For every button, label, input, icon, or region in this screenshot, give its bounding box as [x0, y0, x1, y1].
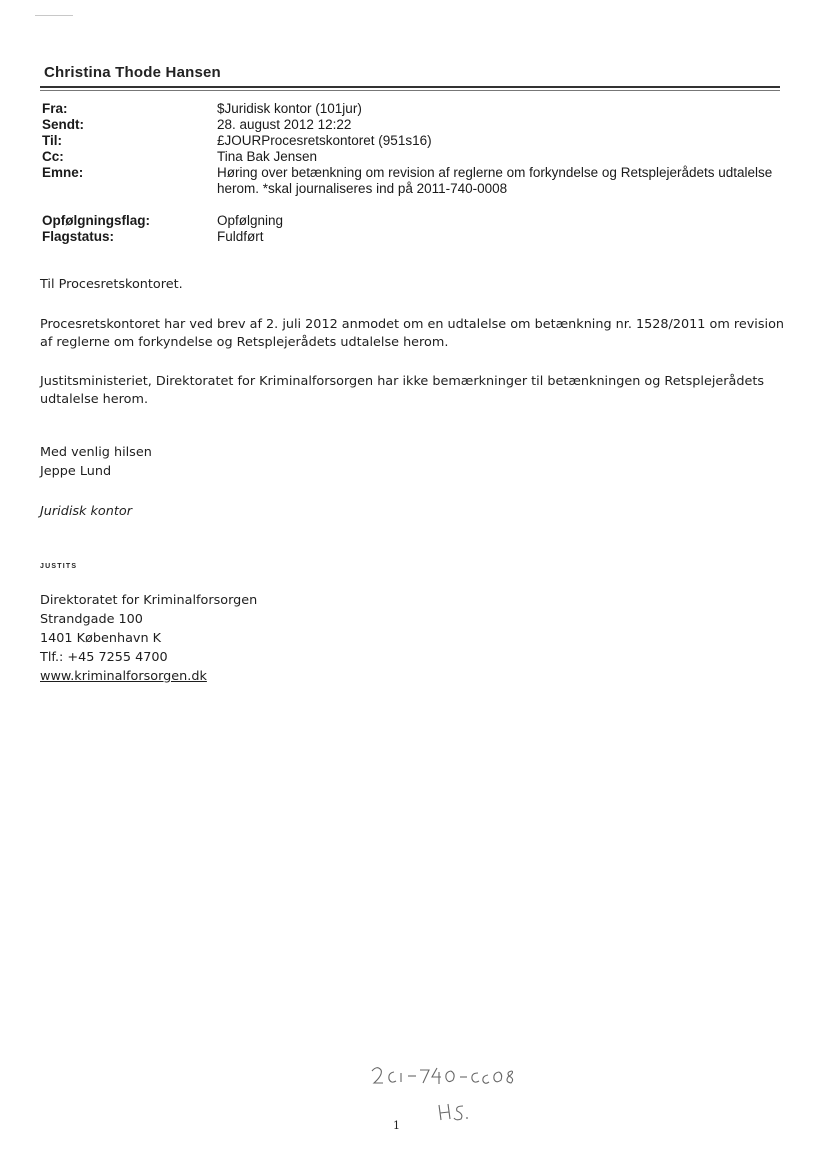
handwritten-case-number-svg: [368, 1063, 528, 1089]
closing: Med venlig hilsen: [40, 445, 152, 460]
cc-value: Tina Bak Jensen: [217, 149, 318, 164]
website-link-text[interactable]: www.kriminalforsorgen.dk: [40, 669, 207, 684]
signature-phone: Tlf.: +45 7255 4700: [40, 650, 168, 665]
header-row-subject: [42, 165, 777, 197]
signature-city: 1401 København K: [40, 631, 162, 646]
flag-status-value: Fuldført: [217, 229, 264, 244]
sent-label: Sendt:: [42, 117, 84, 132]
flag-row-status: [42, 229, 777, 245]
from-value: $Juridisk kontor (101jur): [217, 101, 362, 116]
flag-status-label: Flagstatus:: [42, 229, 115, 244]
email-flag-fields: [42, 213, 777, 245]
subject-label: Emne:: [42, 165, 84, 180]
flag-row-followup: [42, 213, 777, 229]
signature-organization: Direktoratet for Kriminalforsorgen: [40, 593, 258, 608]
followup-flag-value: Opfølgning: [217, 213, 284, 228]
page-number: 1: [393, 1119, 400, 1132]
sender-name: Christina Thode Hansen: [44, 64, 221, 81]
handwritten-initials: [436, 1101, 476, 1127]
to-label: Til:: [42, 133, 62, 148]
from-label: Fra:: [42, 101, 68, 116]
body-paragraph-1: [40, 316, 785, 352]
body-paragraph-2: [40, 373, 785, 409]
subject-value: Høring over betænkning om revision af reglerne om forkyndelse og Retsplejerådets udtalelse herom. *skal journaliseres ind på 2011-740-0008: [217, 165, 773, 196]
handwritten-case-number: [368, 1063, 528, 1093]
header-row-sent: [42, 117, 777, 133]
body-paragraph-2-text: Justitsministeriet, Direktoratet for Kriminalforsorgen har ikke bemærkninger til betænkningen og Retsplejerådets udtalelse herom.: [40, 374, 765, 407]
handwritten-initials-svg: [436, 1101, 476, 1123]
signature-street: Strandgade 100: [40, 612, 143, 627]
scan-artifact: [35, 15, 73, 16]
header-row-cc: [42, 149, 777, 165]
justits-logo: JUSTITS: [40, 563, 78, 570]
to-value: £JOURProcesretskontoret (951s16): [217, 133, 432, 148]
sent-value: 28. august 2012 12:22: [217, 117, 352, 132]
header-row-to: [42, 133, 777, 149]
header-divider-thin: [40, 90, 780, 91]
cc-label: Cc:: [42, 149, 64, 164]
greeting: Til Procesretskontoret.: [40, 277, 183, 292]
header-divider: [40, 86, 780, 88]
body-paragraph-1-text: Procesretskontoret har ved brev af 2. juli 2012 anmodet om en udtalelse om betænkning nr. 1528/2011 om revision af reglerne om forkyndelse og Retsplejerådets udtalelse herom.: [40, 317, 785, 350]
signer-name: Jeppe Lund: [40, 464, 112, 479]
signature-website-link[interactable]: [40, 668, 207, 686]
department: Juridisk kontor: [40, 504, 132, 519]
email-header-fields: [42, 101, 777, 197]
followup-flag-label: Opfølgningsflag:: [42, 213, 150, 228]
header-row-from: [42, 101, 777, 117]
